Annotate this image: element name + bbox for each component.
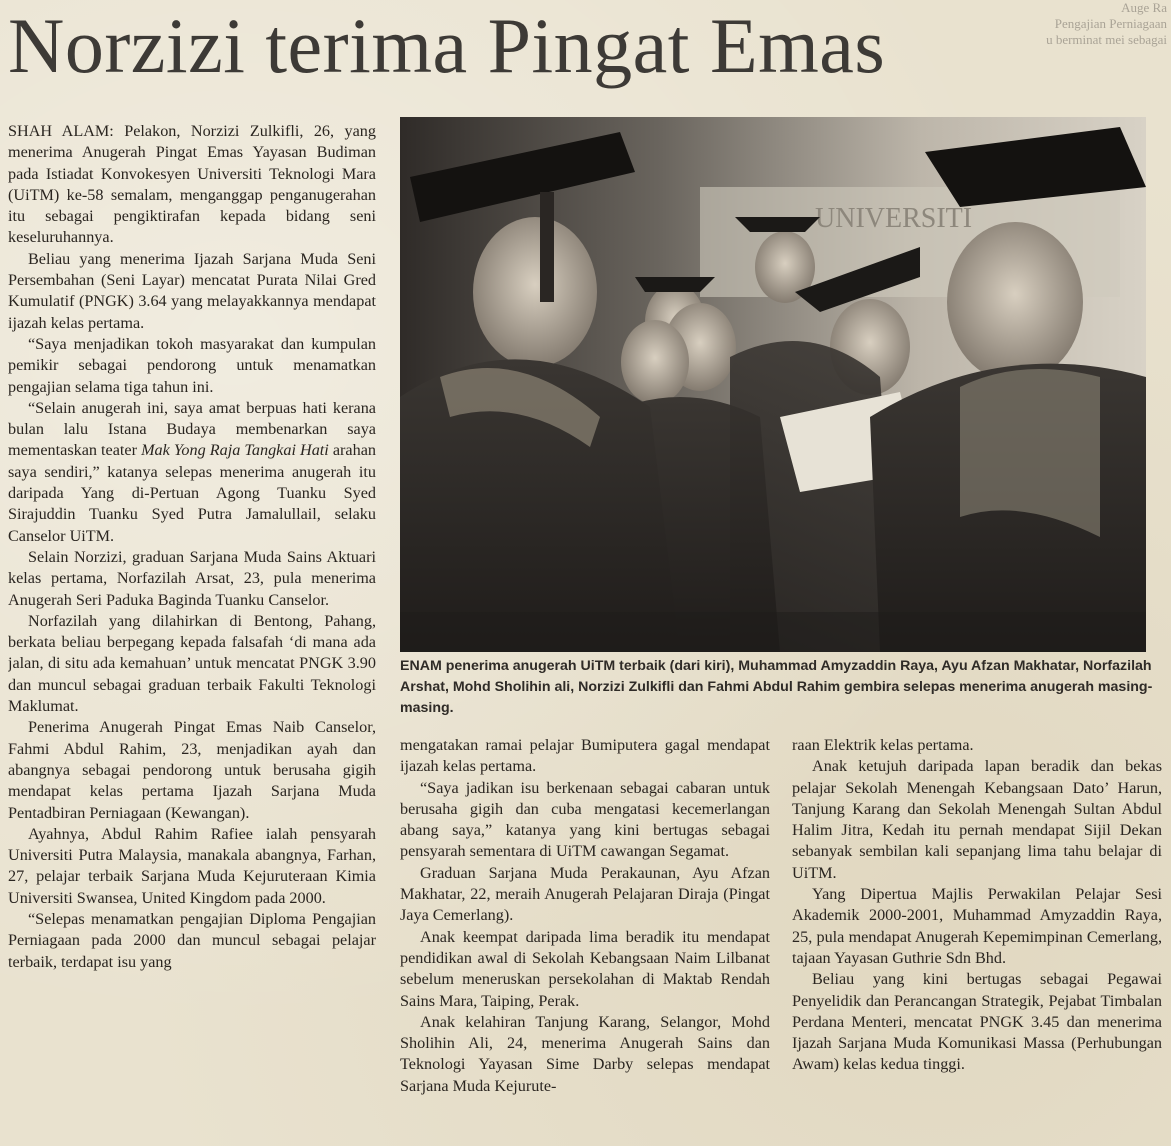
snippet-line: Auge Ra	[1121, 0, 1167, 15]
paragraph: “Saya jadikan isu berkenaan sebagai cabaran untuk berusaha gigih dan cuba mengatasi kecemerlangan abang saya,” katanya yang kini bertugas sebagai pensyarah sementara di UiTM cawangan Segamat.	[400, 778, 770, 861]
snippet-line: u berminat mei sebagai	[1046, 32, 1167, 47]
paragraph: Anak keempat daripada lima beradik itu mendapat pendidikan awal di Sekolah Kebangsaan Naim Lilbanat sebelum meneruskan persekolahan di Maktab Rendah Sains Mara, Taiping, Perak.	[400, 927, 770, 1010]
paragraph-text: “Selain anugerah ini, saya amat berpuas hati kerana bulan lalu Istana Budaya membenarkan saya mementaskan teater	[8, 398, 376, 460]
play-title: Mak Yong Raja Tangkai Hati	[141, 441, 329, 460]
article-column-1	[8, 121, 376, 1146]
paragraph-text: arahan saya sendiri,” katanya selepas menerima anugerah itu daripada Yang di-Pertuan Agong Tuanku Syed Sirajuddin Tuanku Syed Putra Jamalullail, selaku Canselor UiTM.	[8, 441, 376, 545]
snippet-line: Pengajian Perniagaan	[1054, 16, 1167, 31]
paragraph: “Saya menjadikan tokoh masyarakat dan kumpulan pemikir sebagai pendorong untuk menamatkan pengajian selama tiga tahun ini.	[8, 334, 376, 396]
paragraph: Ayahnya, Abdul Rahim Rafiee ialah pensyarah Universiti Putra Malaysia, manakala abangnya, Farhan, 27, pelajar terbaik Sarjana Muda Kejuruteraan Kimia Universiti Swansea, United Kingdom pada 2000.	[8, 824, 376, 907]
paragraph-text: Pelakon, Norzizi Zulkifli, 26, yang menerima Anugerah Pingat Emas Yayasan Budiman pada Istiadat Konvokesyen Universiti Teknologi Mara (UiTM) ke-58 semalam, menganggap penganugerahan itu sebagai pengiktirafan kepada bidang seni keseluruhannya.	[8, 122, 376, 247]
paragraph: Beliau yang kini bertugas sebagai Pegawai Penyelidik dan Perancangan Strategik, Pejabat Timbalan Perdana Menteri, mencatat PNGK 3.45 dan menerima Ijazah Sarjana Muda Komunikasi Massa (Perhubungan Awam) kelas kedua tinggi.	[792, 970, 1162, 1074]
article-column-3	[792, 735, 1162, 1146]
dateline: SHAH ALAM:	[8, 122, 114, 140]
headline: Norzizi terima Pingat Emas	[8, 2, 886, 89]
paragraph: Beliau yang menerima Ijazah Sarjana Muda Seni Persembahan (Seni Layar) mencatat Purata Nilai Gred Kumulatif (PNGK) 3.64 yang melayakkannya mendapat ijazah kelas pertama.	[8, 249, 376, 332]
paragraph: Graduan Sarjana Muda Perakaunan, Ayu Afzan Makhatar, 22, meraih Anugerah Pelajaran Diraja (Pingat Jaya Cemerlang).	[400, 863, 770, 925]
paragraph: mengatakan ramai pelajar Bumiputera gagal mendapat ijazah kelas pertama.	[400, 736, 770, 776]
graduates-photo	[400, 117, 1146, 652]
paragraph: raan Elektrik kelas pertama.	[792, 736, 974, 754]
paragraph: Norfazilah yang dilahirkan di Bentong, Pahang, berkata beliau berpegang kepada falsafah ‘di mana ada jalan, di situ ada kemahuan’ untuk mencatat PNGK 3.90 dan muncul sebagai graduan terbaik Fakulti Teknologi Maklumat.	[8, 611, 376, 716]
paragraph: Yang Dipertua Majlis Perwakilan Pelajar Sesi Akademik 2000-2001, Muhammad Amyzaddin Raya, 25, pula mendapat Anugerah Kepemimpinan Cemerlang, tajaan Yayasan Guthrie Sdn Bhd.	[792, 885, 1162, 967]
paragraph: Penerima Anugerah Pingat Emas Naib Canselor, Fahmi Abdul Rahim, 23, menjadikan ayah dan abangnya sebagai pendorong untuk berusaha gigih mendapat kelas pertama Ijazah Sarjana Muda Pentadbiran Perniagaan (Kewangan).	[8, 718, 376, 822]
paragraph: Anak kelahiran Tanjung Karang, Selangor, Mohd Sholihin Ali, 24, menerima Anugerah Sains dan Teknologi Yayasan Sime Darby selepas mendapat Sarjana Muda Kejurute-	[400, 1012, 770, 1095]
paragraph: Anak ketujuh daripada lapan beradik dan bekas pelajar Sekolah Menengah Kebangsaan Dato’ Harun, Tanjung Karang dan Sekolah Menengah Sultan Abdul Halim Jitra, Kedah itu pernah mendapat Sijil Dekan sebanyak sembilan kali sepanjang lima tahu belajar di UiTM.	[792, 757, 1162, 882]
paragraph: Selain Norzizi, graduan Sarjana Muda Sains Aktuari kelas pertama, Norfazilah Arsat, 23, pula menerima Anugerah Seri Paduka Baginda Tuanku Canselor.	[8, 547, 376, 609]
paragraph	[8, 398, 376, 547]
adjacent-article-snippet	[997, 0, 1167, 100]
article-column-2	[400, 735, 770, 1146]
paragraph	[8, 121, 376, 249]
backdrop-text: UNIVERSITI	[815, 203, 973, 234]
photo-caption: ENAM penerima anugerah UiTM terbaik (dari kiri), Muhammad Amyzaddin Raya, Ayu Afzan Makhatar, Norfazilah Arshat, Mohd Sholihin ali, Norzizi Zulkifli dan Fahmi Abdul Rahim gembira selepas menerima anugerah masing-masing.	[400, 658, 1153, 716]
photo-illustration	[400, 117, 1146, 652]
paragraph: “Selepas menamatkan pengajian Diploma Pengajian Perniagaan pada 2000 dan muncul sebagai pelajar terbaik, terdapat isu yang	[8, 909, 376, 971]
